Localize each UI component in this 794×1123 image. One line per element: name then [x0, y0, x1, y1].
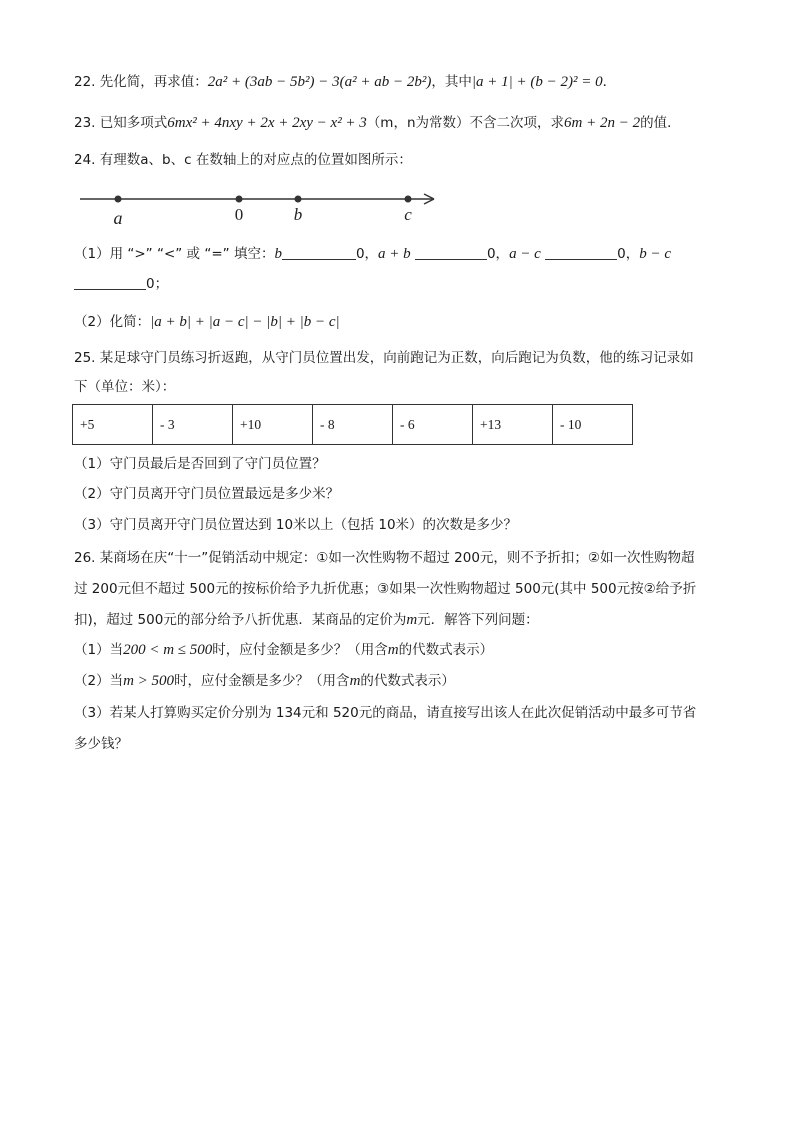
label-c: c — [404, 205, 412, 224]
q22-mid: ，其中 — [431, 74, 472, 90]
q24-part1-end: 0； — [146, 276, 169, 292]
q24-part1-continued — [74, 274, 168, 294]
q23-label: 23. 已知多项式 — [74, 115, 168, 131]
q23-end: 的值． — [640, 115, 681, 131]
q26-sub1-a: （1）当 — [74, 642, 124, 658]
record-cell: - 3 — [153, 405, 233, 445]
q26-var-m: m — [406, 612, 418, 628]
q25-stem-line2: 下（单位：米）： — [74, 379, 176, 395]
q23-polynomial: 6mx² + 4nxy + 2x + 2xy − x² + 3 — [167, 115, 367, 131]
q24-p1-apb: a + b — [378, 246, 411, 262]
q26-sub2-var: m — [349, 673, 361, 689]
q22-condition: |a + 1| + (b − 2)² = 0 — [471, 74, 603, 90]
question-22 — [74, 72, 616, 92]
q22-end: ． — [602, 74, 617, 90]
record-cell: +13 — [473, 405, 553, 445]
q23-params: （m，n为常数） — [366, 115, 470, 131]
q26-line1: 26. 某商场在庆“十一”促销活动中规定：①如一次性购物不超过 200元，则不予折扣；②如一次性购物超 — [74, 550, 695, 566]
practice-record-table — [72, 404, 633, 445]
record-cell: - 6 — [393, 405, 473, 445]
q26-sub3-line1: （3）若某人打算购买定价分别为 134元和 520元的商品，请直接写出该人在此次促销活动中最多可节省 — [74, 705, 697, 721]
q26-sub1-cond: 200 < m ≤ 500 — [123, 642, 213, 658]
record-cell: - 10 — [553, 405, 633, 445]
q26-sub2 — [74, 671, 455, 691]
q23-text: 不含二次项，求 — [469, 115, 565, 131]
q26-line3 — [74, 610, 539, 630]
q26-sub2-b: 时，应付金额是多少？（用含 — [174, 673, 350, 689]
q26-sub1 — [74, 640, 493, 660]
q26-line3-a: 扣)，超过 500元的部分给予八折优惠．某商品的定价为 — [74, 612, 407, 628]
q24-part2-expr: |a + b| + |a − c| − |b| + |b − c| — [150, 314, 340, 330]
record-cell: +10 — [233, 405, 313, 445]
q26-sub1-var: m — [387, 642, 399, 658]
q26-line2: 过 200元但不超过 500元的按标价给予九折优惠；③如果一次性购物超过 500元(其中 500元按②给予折 — [74, 581, 697, 597]
table-row — [73, 405, 633, 445]
q22-label: 22. 先化简，再求值： — [74, 74, 208, 90]
blank-4[interactable] — [74, 275, 146, 290]
point-c — [405, 196, 412, 203]
blank-1[interactable] — [282, 245, 356, 260]
point-a — [115, 196, 122, 203]
q24-stem: 24. 有理数a、b、c 在数轴上的对应点的位置如图所示： — [74, 152, 412, 168]
label-b: b — [293, 205, 303, 224]
point-b — [295, 196, 302, 203]
q26-sub1-b: 时，应付金额是多少？（用含 — [212, 642, 388, 658]
q25-sub3: （3）守门员离开守门员位置达到 10米以上（包括 10米）的次数是多少？ — [74, 517, 518, 533]
question-23 — [74, 113, 681, 133]
q23-target: 6m + 2n − 2 — [564, 115, 641, 131]
q26-sub2-cond: m > 500 — [123, 673, 175, 689]
q26-sub1-c: 的代数式表示） — [398, 642, 494, 658]
q22-expression: 2a² + (3ab − 5b²) − 3(a² + ab − 2b²) — [207, 74, 432, 90]
q24-p1-amc: a − c — [509, 246, 541, 262]
q24-part2 — [74, 312, 340, 332]
q26-line3-b: 元．解答下列问题： — [417, 612, 539, 628]
q24-sep-1: 0， — [355, 246, 379, 262]
q24-p1-bmc: b − c — [639, 246, 672, 262]
q24-sep-3: 0， — [617, 246, 640, 262]
record-cell: +5 — [73, 405, 153, 445]
label-a: a — [113, 208, 123, 228]
q26-sub2-a: （2）当 — [74, 673, 124, 689]
number-line-figure — [74, 186, 454, 230]
q24-part2-prefix: （2）化简： — [74, 314, 151, 330]
point-zero — [236, 196, 243, 203]
q24-part1-prefix: （1）用 “>” “<” 或 “=” 填空： — [74, 246, 275, 262]
blank-3[interactable] — [545, 245, 617, 260]
blank-2[interactable] — [415, 245, 487, 260]
q25-sub1: （1）守门员最后是否回到了守门员位置？ — [74, 456, 326, 472]
record-cell: - 8 — [313, 405, 393, 445]
q25-stem-line1: 25. 某足球守门员练习折返跑，从守门员位置出发，向前跑记为正数，向后跑记为负数，他的练习记录如 — [74, 350, 694, 366]
q26-sub3-line2: 多少钱？ — [74, 736, 128, 752]
q26-sub2-c: 的代数式表示） — [360, 673, 455, 689]
q24-p1-b: b — [274, 246, 282, 262]
q25-sub2: （2）守门员离开守门员位置最远是多少米？ — [74, 486, 340, 502]
q24-part1 — [74, 244, 671, 264]
label-zero: 0 — [234, 205, 244, 224]
q24-sep-2: 0， — [486, 246, 510, 262]
